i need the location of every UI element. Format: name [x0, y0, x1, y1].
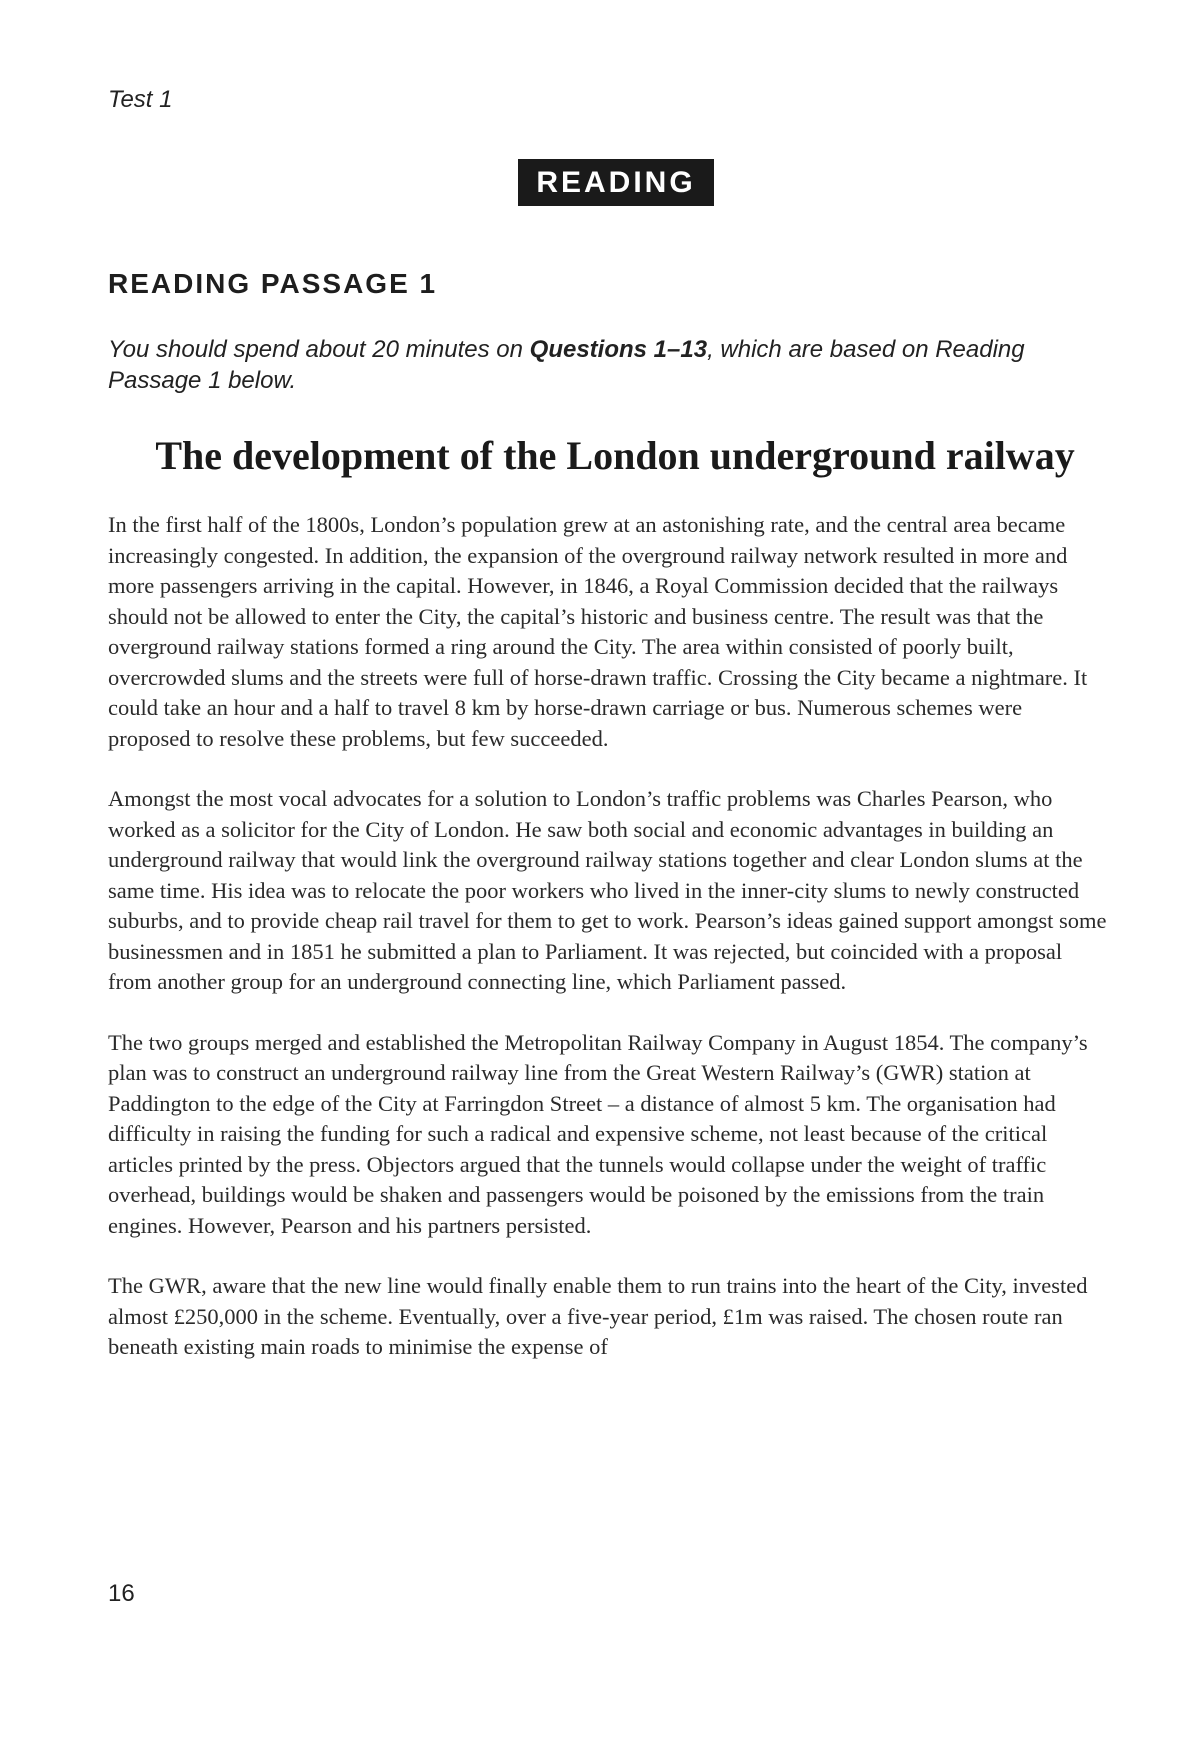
- instruction-suffix: , which are based on Reading Passage 1 below.: [108, 336, 1025, 394]
- paragraph-4: The GWR, aware that the new line would finally enable them to run trains into the heart of the City, invested almost £250,000 in the scheme. Eventually, over a five-year period, £1m was raised. The chosen route ran beneath existing main roads to minimise the expense of: [108, 1273, 1088, 1359]
- page-number: 16: [108, 1580, 135, 1607]
- instruction-prefix: You should spend about 20 minutes on: [108, 336, 530, 363]
- paragraph-1: In the first half of the 1800s, London’s population grew at an astonishing rate, and the central area became increasingly congested. In addition, the expansion of the overground railway network resulted in more and more passengers arriving in the capital. However, in 1846, a Royal Commission decided that the railways should not be allowed to enter the City, the capital’s historic and business centre. The result was that the overground railway stations formed a ring around the City. The area within consisted of poorly built, overcrowded slums and the streets were full of horse-drawn traffic. Crossing the City became a nightmare. It could take an hour and a half to travel 8 km by horse-drawn carriage or bus. Numerous schemes were proposed to resolve these problems, but few succeeded.: [108, 512, 1088, 751]
- instruction-text: [108, 334, 1108, 396]
- section-banner: READING: [518, 159, 714, 206]
- passage-heading: READING PASSAGE 1: [108, 268, 438, 299]
- paragraph-2: Amongst the most vocal advocates for a solution to London’s traffic problems was Charles Pearson, who worked as a solicitor for the City of London. He saw both social and economic advantages in building an underground railway that would link the overground railway stations together and clear London slums at the same time. His idea was to relocate the poor workers who lived in the inner-city slums to newly constructed suburbs, and to provide cheap rail travel for them to get to work. Pearson’s ideas gained support amongst some businessmen and in 1851 he submitted a plan to Parliament. It was rejected, but coincided with a proposal from another group for an underground connecting line, which Parliament passed.: [108, 786, 1107, 994]
- passage-body: [108, 510, 1108, 1393]
- article-title: The development of the London underground railway: [155, 433, 1075, 478]
- instruction-questions: Questions 1–13: [529, 336, 708, 363]
- running-head: Test 1: [108, 86, 173, 113]
- paragraph-3: The two groups merged and established the Metropolitan Railway Company in August 1854. The company’s plan was to construct an underground railway line from the Great Western Railway’s (GWR) station at Paddington to the edge of the City at Farringdon Street – a distance of almost 5 km. The organisation had difficulty in raising the funding for such a radical and expensive scheme, not least because of the critical articles printed by the press. Objectors argued that the tunnels would collapse under the weight of traffic overhead, buildings would be shaken and passengers would be poisoned by the emissions from the train engines. However, Pearson and his partners persisted.: [108, 1029, 1088, 1238]
